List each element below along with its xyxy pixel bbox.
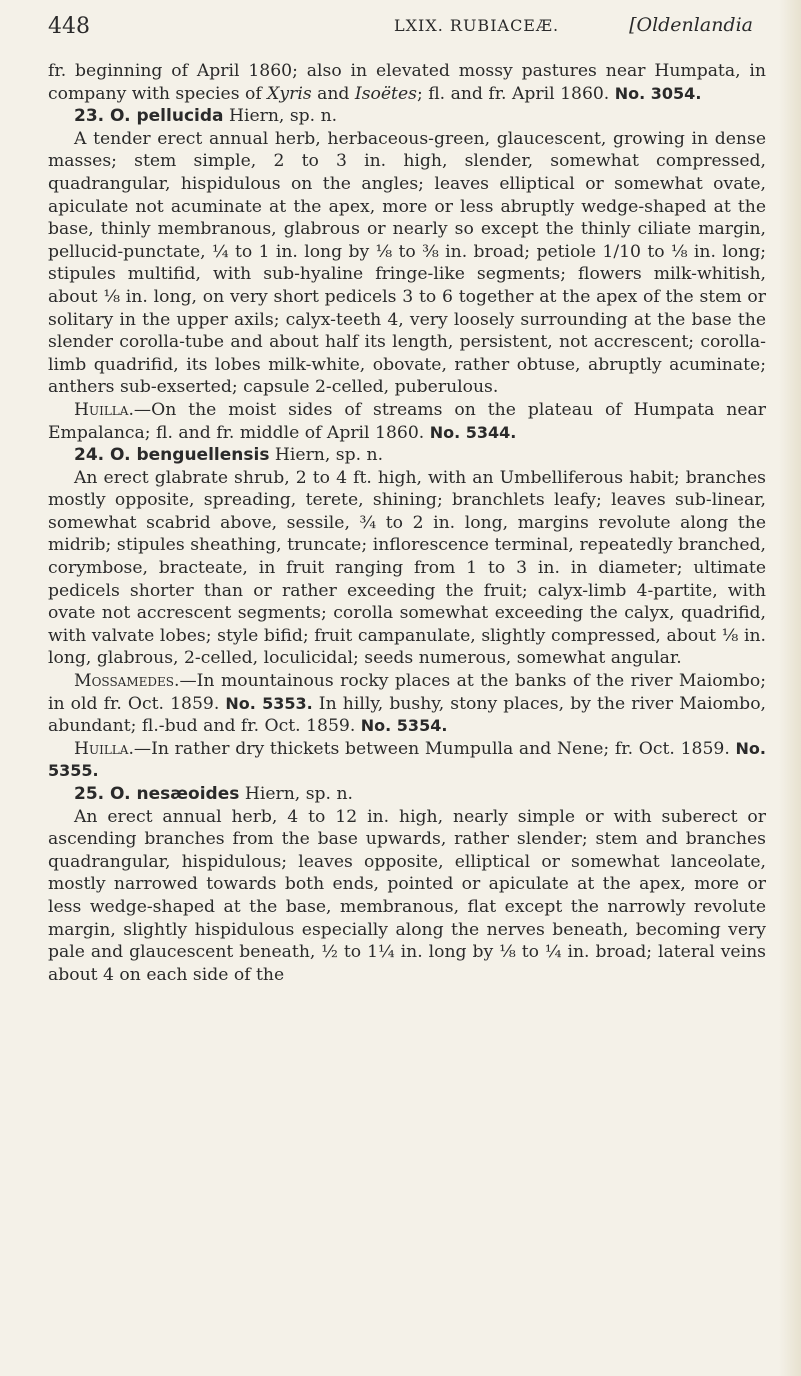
paragraph-p3: [48, 399, 766, 444]
text-run: Hiern, sp. n.: [223, 106, 338, 127]
paragraph-p4: [48, 444, 766, 467]
text-run: —On the moist sides of streams on the plateau of Humpata near Empalanca; fl. and fr. middle of April 1860.: [48, 399, 766, 443]
text-run: —In mountainous rocky places at the banks of the river Maiombo; in old fr. Oct. 1859.: [48, 671, 766, 714]
text-run: An erect glabrate shrub, 2 to 4 ft. high, with an Umbelliferous habit; branches mostly opposite, spreading, terete, shining; branchlets leafy; leaves sub-linear, somewhat scabrid above, sessile, ¾ to 2 in. long, margins revolute along the midrib; stipules sheathing, truncate; inflorescence terminal, repeatedly branched, corymbose, bracteate, in fruit ranging from 1 to 3 in. in diameter; ultimate pedicels shorter than or rather exceeding the fruit; calyx-limb 4-partite, with ovate not accrescent segments; corolla somewhat exceeding the calyx, quadrifid, with valvate lobes; style bifid; fruit campanulate, slightly compressed, about ⅛ in. long, glabrous, 2-celled, loculicidal; seeds numerous, somewhat angular.: [48, 467, 766, 669]
text-run: An erect annual herb, 4 to 12 in. high, nearly simple or with suberect or ascending branches from the base upwards, rather slender; stem and branches quadrangular, hispidulous; leaves opposite, elliptical or somewhat lanceolate, mostly narrowed towards both ends, pointed or apiculate at the apex, more or less wedge-shaped at the base, membranous, flat except the narrowly revolute margin, slightly hispidulous especially along the nerves beneath, becoming very pale and glaucescent beneath, ½ to 1¼ in. long by ⅛ to ¼ in. broad; lateral veins about 4 on each side of the: [48, 806, 766, 985]
text-run: No. 5353.: [225, 693, 313, 713]
paragraph-p2: [48, 128, 766, 399]
text-run: 23. O. pellucida: [74, 106, 224, 127]
text-run: Hiern, sp. n.: [239, 784, 354, 804]
paragraph-p5: [48, 467, 766, 670]
text-run: A tender erect annual herb, herbaceous-green, glaucescent, growing in dense masses; stem simple, 2 to 3 in. high, slender, somewhat compressed, quadrangular, hispidulous on the angles; leaves elliptical or somewhat ovate, apiculate not acuminate at the apex, more or less abruptly wedge-shaped at the base, thinly membranous, glabrous or nearly so except the thinly ciliate margin, pellucid-punctate, ¼ to 1 in. long by ⅛ to ⅜ in. broad; petiole 1/10 to ⅛ in. long; stipules multifid, with sub-hyaline fringe-like segments; flowers milk-whitish, about ⅛ in. long, on very short pedicels 3 to 6 together at the apex of the stem or solitary in the upper axils; calyx-teeth 4, very loosely surrounding at the base the slender corolla-tube and about half its length, persistent, not accrescent; corolla-limb quadrifid, its lobes milk-white, obovate, rather obtuse, abruptly acuminate; anthers sub-exserted; capsule 2-celled, puberulous.: [48, 128, 766, 398]
running-title: LXIX. RUBIACEÆ.: [394, 16, 560, 35]
paragraph-p6: [48, 670, 766, 738]
text-run: Huilla.: [74, 399, 134, 420]
text-run: Huilla.: [74, 738, 134, 759]
text-run: 24. O. benguellensis: [74, 445, 270, 466]
text-run: In hilly, bushy, stony places, by the river Maiombo, abundant; fl.-bud and fr. Oct. 1859.: [48, 693, 766, 737]
text-run: Mossamedes.: [74, 671, 180, 692]
text-run: ; fl. and fr. April 1860.: [416, 83, 615, 104]
text-run: Xyris: [267, 83, 312, 104]
paragraph-p1: [48, 105, 766, 128]
text-run: No. 5344.: [429, 422, 517, 442]
running-header: [48, 8, 763, 44]
paragraph-p9: [48, 806, 766, 987]
text-run: 25. O. nesæoides: [74, 784, 240, 804]
paragraph-p0: [48, 60, 766, 105]
text-run: No. 5355.: [48, 738, 766, 781]
text-run: fr. beginning of April 1860; also in elevated mossy pastures near Humpata, in company with species of: [48, 61, 766, 104]
text-run: Hiern, sp. n.: [269, 445, 384, 466]
text-run: —In rather dry thickets between Mumpulla and Nene; fr. Oct. 1859.: [133, 738, 736, 759]
page-body: [48, 60, 766, 986]
text-run: Isoëtes: [354, 83, 417, 104]
page-number: 448: [48, 14, 90, 39]
text-run: No. 3054.: [614, 83, 702, 103]
text-run: and: [311, 83, 355, 104]
text-run: No. 5354.: [360, 716, 448, 736]
paragraph-p7: [48, 738, 766, 783]
paragraph-p8: [48, 783, 766, 806]
page-spine-shadow: [779, 0, 801, 1376]
genus-label: [Oldenlandia: [629, 14, 753, 36]
